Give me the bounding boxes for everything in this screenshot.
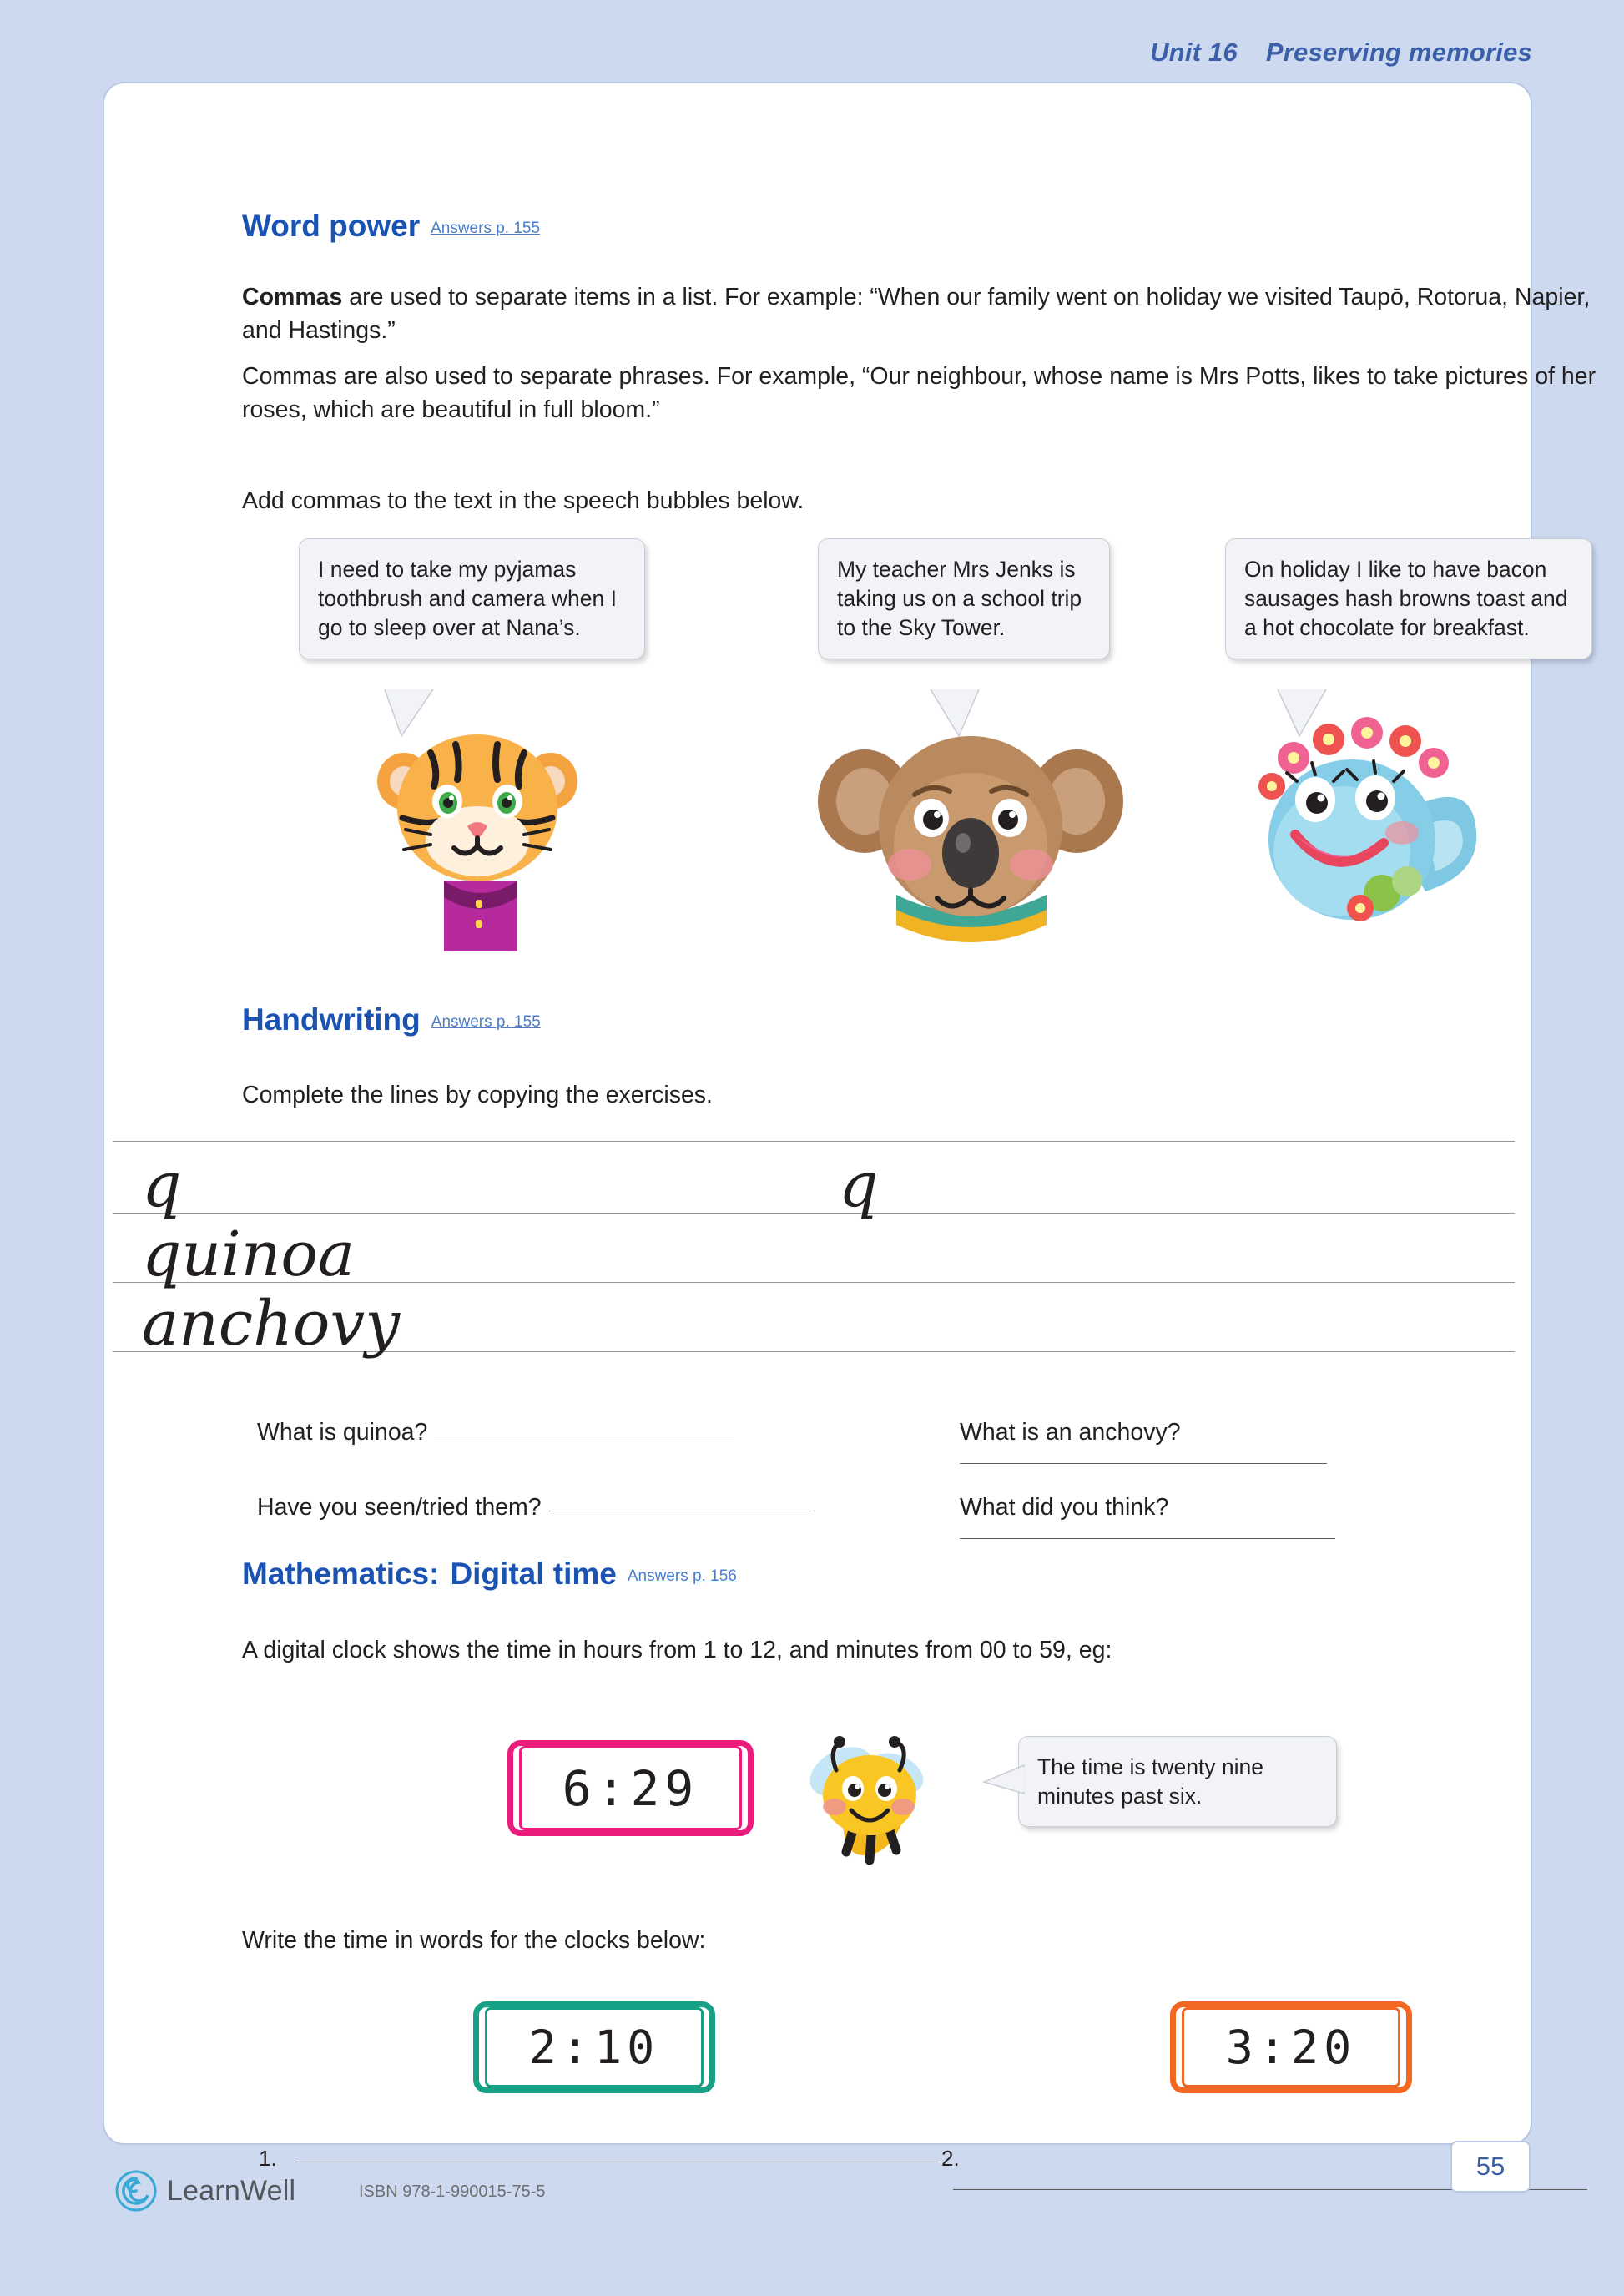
speech-bubble-2-text: My teacher Mrs Jenks is taking us on a school trip to the Sky Tower. bbox=[837, 557, 1082, 641]
mathematics-intro: A digital clock shows the time in hours from 1 to 12, and minutes from 00 to 59, eg: bbox=[242, 1637, 1112, 1663]
header-title: Preserving memories bbox=[1265, 38, 1532, 67]
handwriting-question-3-label: Have you seen/tried them? bbox=[257, 1494, 542, 1521]
speech-bubble-1-text: I need to take my pyjamas toothbrush and camera when I go to sleep over at Nana’s. bbox=[318, 557, 617, 641]
handwriting-copy-1: q bbox=[839, 1149, 879, 1221]
example-clock-digits: 6:29 bbox=[562, 1759, 699, 1817]
word-power-para1-rest: are used to separate items in a list. For example: “When our family went on holiday we visited Taupō, Rotorua, Napier, and Hastings.” bbox=[242, 284, 1591, 345]
handwriting-question-4 bbox=[960, 1494, 1494, 1549]
handwriting-answer-line-2[interactable] bbox=[960, 1463, 1327, 1464]
word-power-paragraph-1 bbox=[242, 280, 1611, 348]
fish-illustration bbox=[1235, 699, 1485, 950]
math-answer-row-1 bbox=[259, 2145, 938, 2172]
speech-bubble-3-text: On holiday I like to have bacon sausages hash browns toast and a hot chocolate for breakfast. bbox=[1244, 557, 1568, 641]
practice-clock-2-digits: 3:20 bbox=[1225, 2021, 1357, 2074]
speech-bubble-1 bbox=[299, 538, 645, 659]
speech-bubble-2 bbox=[818, 538, 1110, 659]
math-answer-number-1: 1. bbox=[259, 2146, 277, 2171]
mathematics-answers-link[interactable]: Answers p. 156 bbox=[627, 1567, 737, 1585]
handwriting-rule-1[interactable] bbox=[113, 1213, 1515, 1214]
practice-clock-1-digits: 2:10 bbox=[528, 2021, 660, 2074]
handwriting-question-1 bbox=[257, 1419, 734, 1446]
character-fish bbox=[1235, 699, 1485, 954]
section-heading-handwriting bbox=[242, 1004, 541, 1035]
practice-clock-2-face bbox=[1182, 2007, 1400, 2087]
bee-bubble-tail bbox=[982, 1764, 1032, 1797]
page-sheet bbox=[103, 82, 1596, 2171]
mathematics-title: Mathematics: bbox=[242, 1557, 440, 1591]
mathematics-task: Write the time in words for the clocks below: bbox=[242, 1927, 706, 1954]
handwriting-question-1-label: What is quinoa? bbox=[257, 1419, 428, 1446]
tiger-illustration bbox=[351, 701, 601, 951]
page-number: 55 bbox=[1450, 2141, 1531, 2193]
commas-bold-label: Commas bbox=[242, 284, 343, 310]
word-power-answers-link[interactable]: Answers p. 155 bbox=[431, 220, 541, 237]
handwriting-question-4-label: What did you think? bbox=[960, 1494, 1169, 1521]
word-power-paragraph-2: Commas are also used to separate phrases. For example, “Our neighbour, whose name is Mrs Potts, likes to take pictures of her roses, which are beautiful in full bloom.” bbox=[242, 363, 1596, 424]
bee-speech-bubble bbox=[1018, 1736, 1337, 1827]
handwriting-rule-top bbox=[113, 1141, 1515, 1142]
character-koala bbox=[816, 701, 1125, 956]
section-heading-word-power bbox=[242, 210, 540, 241]
learnwell-logo-icon bbox=[115, 2170, 157, 2212]
header-unit: Unit 16 bbox=[1150, 38, 1238, 67]
handwriting-model-2: quinoa bbox=[142, 1219, 356, 1290]
footer-brand bbox=[115, 2170, 295, 2212]
bee-illustration bbox=[793, 1723, 943, 1870]
example-clock-face bbox=[519, 1746, 742, 1830]
section-heading-mathematics bbox=[242, 1558, 737, 1589]
example-digital-clock bbox=[507, 1740, 754, 1836]
practice-clock-2 bbox=[1170, 2001, 1412, 2093]
practice-clock-1-face bbox=[485, 2007, 704, 2087]
character-tiger bbox=[351, 701, 601, 956]
footer-isbn: ISBN 978-1-990015-75-5 bbox=[359, 2182, 546, 2201]
handwriting-answers-link[interactable]: Answers p. 155 bbox=[431, 1013, 541, 1031]
handwriting-model-1: q bbox=[142, 1149, 182, 1221]
bee-speech-bubble-text: The time is twenty nine minutes past six. bbox=[1037, 1754, 1264, 1809]
page-header bbox=[1150, 38, 1532, 68]
handwriting-answer-line-4[interactable] bbox=[960, 1538, 1335, 1539]
mathematics-subtitle: Digital time bbox=[450, 1557, 617, 1591]
handwriting-title: Handwriting bbox=[242, 1002, 421, 1037]
speech-bubble-3 bbox=[1225, 538, 1592, 659]
koala-illustration bbox=[816, 701, 1125, 951]
learnwell-wordmark: LearnWell bbox=[167, 2174, 296, 2207]
handwriting-question-2-label: What is an anchovy? bbox=[960, 1419, 1181, 1446]
handwriting-model-3: anchovy bbox=[142, 1288, 401, 1360]
practice-clock-1 bbox=[473, 2001, 715, 2093]
word-power-title: Word power bbox=[242, 209, 421, 243]
word-power-instruction: Add commas to the text in the speech bubbles below. bbox=[242, 487, 804, 514]
handwriting-question-2 bbox=[960, 1419, 1494, 1474]
handwriting-instruction: Complete the lines by copying the exercises. bbox=[242, 1082, 713, 1108]
handwriting-question-3 bbox=[257, 1494, 811, 1521]
math-answer-number-2: 2. bbox=[941, 2146, 960, 2171]
character-bee bbox=[793, 1723, 943, 1874]
